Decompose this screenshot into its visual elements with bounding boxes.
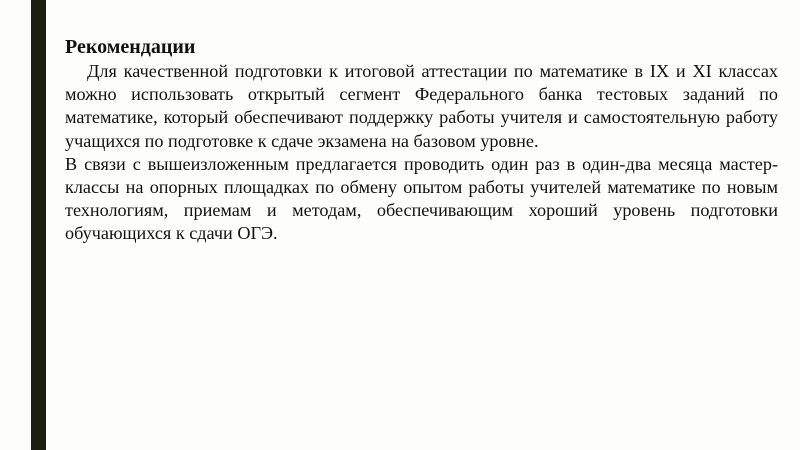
- paragraph-1: Для качественной подготовки к итоговой аттестации по математике в IX и XI классах можно использовать открытый сегмент Федерального банка тестовых заданий по математике, который обеспечивают поддержку работы учителя и самостоятельную работу учащихся по подготовке к сдаче экзамена на базовом уровне.: [65, 61, 778, 151]
- slide-content: [65, 34, 778, 246]
- slide-heading: Рекомендации: [65, 36, 196, 58]
- accent-bar: [31, 0, 46, 450]
- paragraph-2: В связи с вышеизложенным предлагается проводить один раз в один-два месяца мастер-классы на опорных площадках по обмену опытом работы учителей математике по новым технологиям, приемам и методам, обеспечивающим хороший уровень подготовки обучающихся к сдачи ОГЭ.: [65, 153, 778, 244]
